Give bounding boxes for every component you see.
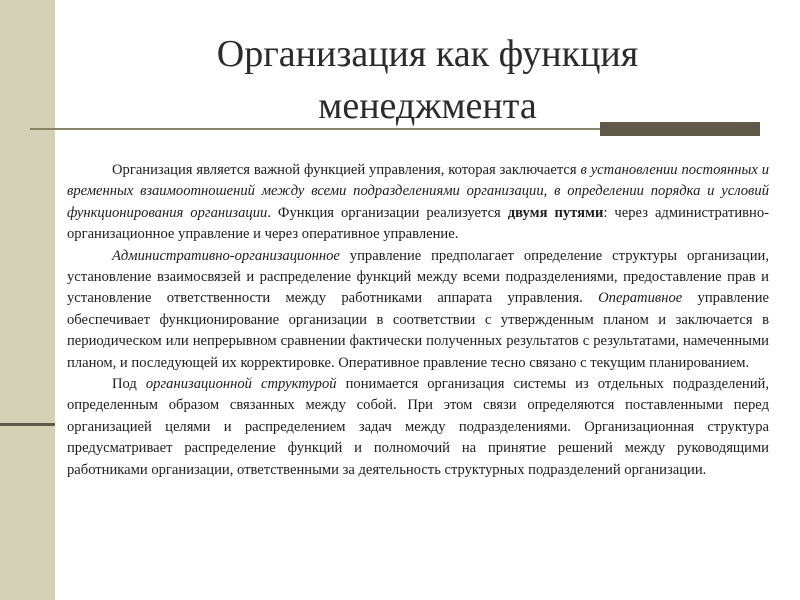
text-run-italic: Оперативное	[598, 290, 683, 307]
slide-title	[55, 28, 800, 132]
text-run: . Функция организации реализуется	[267, 204, 508, 221]
text-run: управление обеспечивает функционирование организации в соответствии с утвержденным планом и заключается в периодическом или непрерывном сравнении фактически полученных результатов с результатами, намеченными планом, и последующей их корректировке. Оперативное правление тесно связано с текущим планированием.	[67, 290, 769, 371]
slide-title-line-1: Организация как функция	[216, 33, 639, 75]
slide-title-line-2: менеджмента	[318, 85, 537, 127]
text-run-italic: Административно-организационное	[112, 247, 340, 264]
slide-body	[67, 160, 769, 481]
paragraph-management-types	[67, 246, 769, 374]
side-band-marker	[0, 423, 55, 426]
text-run: понимается организация системы из отдельных подразделений, определенным образом связанных между собой. При этом связи определяются поставленными перед организацией целями и распределением задач между подразделениями. Организационная структура предусматривает распределение функций и полномочий на принятие решений между руководящими работниками организации, ответственными за деятельность структурных подразделений организации.	[67, 376, 769, 478]
text-run: Под	[112, 376, 146, 393]
text-run-italic: в установлении постоянных и временных взаимоотношений между всеми подразделениями организации, в определении порядка и условий функционирования организации	[67, 162, 770, 221]
title-divider-line	[30, 128, 600, 130]
side-band	[0, 0, 55, 600]
text-run: Организация является важной функцией управления, которая заключается	[112, 162, 581, 178]
text-run-italic: организационной структурой	[145, 376, 337, 393]
text-run: управление предполагает определение структуры организации, установление взаимосвязей и распределение функций между всеми подразделениями, предоставление прав и установление ответственности между работниками аппарата управления.	[67, 247, 769, 307]
title-divider-block	[600, 122, 760, 136]
paragraph-organization-definition	[67, 160, 769, 246]
text-run-bold: двумя путями	[507, 204, 604, 221]
paragraph-organizational-structure	[67, 374, 769, 481]
text-run: : через административно-организационное управление и через оперативное управление.	[67, 204, 770, 243]
